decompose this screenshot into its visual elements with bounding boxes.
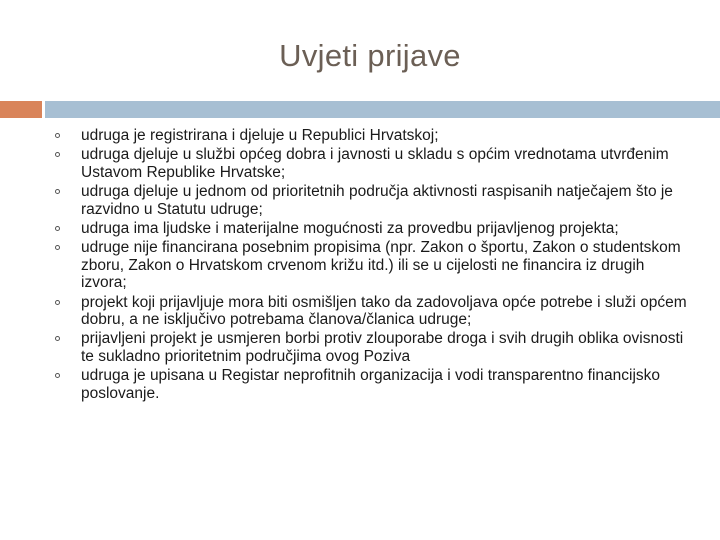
list-item [0,220,720,237]
list-item-text: udruga je upisana u Registar neprofitnih organizacija i vodi transparentno financijsko poslovanje. [81,367,661,402]
list-item-text: udruga je registrirana i djeluje u Republici Hrvatskoj; [81,127,439,144]
accent-bar-blue [45,101,720,118]
circle-bullet-icon [55,336,60,341]
list-item [0,330,720,365]
circle-bullet-icon [55,373,60,378]
slide-title: Uvjeti prijave [279,38,461,73]
list-item [0,239,720,291]
accent-bar-orange [0,101,42,118]
circle-bullet-icon [55,189,60,194]
list-item [0,183,720,218]
circle-bullet-icon [55,300,60,305]
bullet-list [0,124,720,402]
list-item-text: udruga djeluje u jednom od prioritetnih područja aktivnosti raspisanih natječajem što je razvidno u Statutu udruge; [81,183,673,218]
list-item-text: udruga djeluje u službi općeg dobra i javnosti u skladu s općim vrednotama utvrđenim Ustavom Republike Hrvatske; [81,146,669,181]
circle-bullet-icon [55,226,60,231]
list-item [0,146,720,181]
list-item-text: projekt koji prijavljuje mora biti osmišljen tako da zadovoljava opće potrebe i služi općem dobru, a ne isključivo potrebama članova/članica udruge; [81,293,687,329]
list-item [0,127,720,144]
list-item-text: udruga ima ljudske i materijalne mogućnosti za provedbu prijavljenog projekta; [81,220,619,238]
circle-bullet-icon [55,133,60,138]
list-item-text: udruge nije financirana posebnim propisima (npr. Zakon o športu, Zakon o studentskom zboru, Zakon o Hrvatskom crvenom križu itd.) ili se u cijelosti ne financira iz drugih izvora; [81,239,681,292]
list-item [0,294,720,329]
circle-bullet-icon [55,245,60,250]
list-item [0,367,720,402]
list-item-text: prijavljeni projekt je usmjeren borbi protiv zlouporabe droga i svih drugih oblika ovisnosti te sukladno prioritetnim područjima ovog Poziva [81,330,684,365]
circle-bullet-icon [55,152,60,157]
